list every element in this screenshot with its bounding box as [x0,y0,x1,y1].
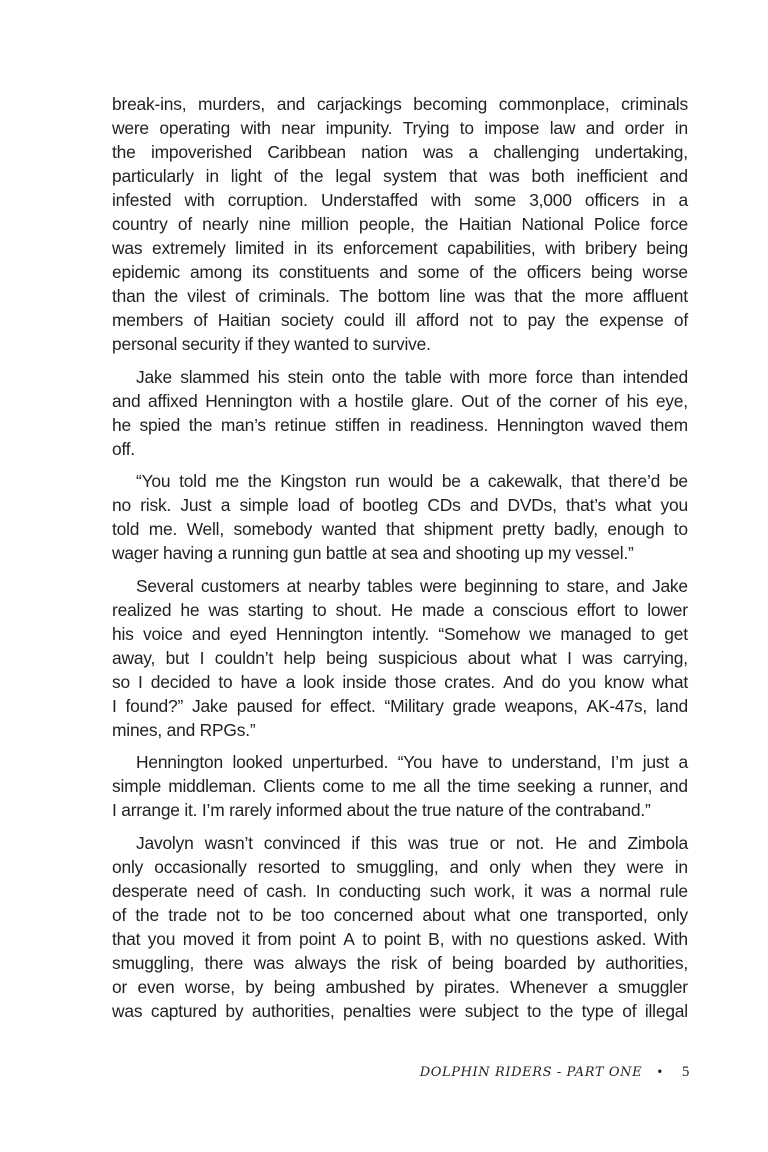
text-line: I found?” Jake paused for effect. “Military grade weapons, AK-47s, land [112,695,688,716]
paragraph [112,469,688,565]
paragraph [112,365,688,461]
text-line: of the trade not to be too concerned about what one transported, only [112,904,688,925]
text-line: no risk. Just a simple load of bootleg CDs and DVDs, that’s what you [112,495,688,515]
paragraph [112,574,688,742]
text-line: smuggling, there was always the risk of being boarded by authorities, [112,952,688,973]
text-line: away, but I couldn’t help being suspicious about what I was carrying, [112,647,688,668]
page-number: 5 [681,1063,690,1080]
text-line: I arrange it. I’m rarely informed about the true nature of the contraband.” [112,800,651,820]
text-line: he spied the man’s retinue stiffen in readiness. Hennington waved them [112,414,688,435]
bullet-separator: • [656,1065,664,1079]
text-line: Several customers at nearby tables were beginning to stare, and Jake [136,575,688,596]
text-line: the impoverished Caribbean nation was a challenging undertaking, [112,142,688,162]
text-line: and affixed Hennington with a hostile glare. Out of the corner of his eye, [112,390,688,411]
text-line: country of nearly nine million people, the Haitian National Police force [112,214,688,234]
text-line: Jake slammed his stein onto the table with more force than intended [136,366,688,387]
paragraph [112,92,688,356]
text-line: than the vilest of criminals. The bottom line was that the more affluent [112,286,688,306]
text-line: realized he was starting to shout. He made a conscious effort to lower [112,599,688,620]
text-line: told me. Well, somebody wanted that shipment pretty badly, enough to [112,519,688,539]
text-line: wager having a running gun battle at sea and shooting up my vessel.” [112,543,634,563]
text-line: off. [112,438,136,459]
text-line: his voice and eyed Hennington intently. “Somehow we managed to get [112,623,688,644]
text-line: only occasionally resorted to smuggling, and only when they were in [112,856,688,877]
text-line: mines, and RPGs.” [112,719,256,740]
text-line: that you moved it from point A to point B, with no questions asked. With [112,928,688,949]
text-line: desperate need of cash. In conducting such work, it was a normal rule [112,880,688,901]
text-line: so I decided to have a look inside those crates. And do you know what [112,671,688,692]
body-text [112,92,688,1031]
text-line: simple middleman. Clients come to me all the time seeking a runner, and [112,776,688,796]
text-line: break-ins, murders, and carjackings becoming commonplace, criminals [112,94,688,114]
text-line: particularly in light of the legal system that was both inefficient and [112,166,688,186]
text-line: were operating with near impunity. Trying to impose law and order in [112,118,688,138]
text-line: or even worse, by being ambushed by pirates. Whenever a smuggler [112,976,688,997]
text-line: “You told me the Kingston run would be a cakewalk, that there’d be [136,471,688,491]
text-line: Hennington looked unperturbed. “You have to understand, I’m just a [136,752,688,772]
page-footer [418,1060,690,1084]
text-line: was extremely limited in its enforcement capabilities, with bribery being [112,238,688,258]
text-line: epidemic among its constituents and some of the officers being worse [112,262,688,282]
running-title: DOLPHIN RIDERS - PART ONE [419,1064,643,1080]
text-line: Javolyn wasn’t convinced if this was true or not. He and Zimbola [136,832,688,853]
paragraph [112,831,688,1023]
paragraph [112,750,688,822]
text-line: infested with corruption. Understaffed with some 3,000 officers in a [112,190,688,210]
text-line: members of Haitian society could ill afford not to pay the expense of [112,310,688,330]
text-line: personal security if they wanted to survive. [112,334,431,354]
text-line: was captured by authorities, penalties were subject to the type of illegal [112,1000,688,1021]
